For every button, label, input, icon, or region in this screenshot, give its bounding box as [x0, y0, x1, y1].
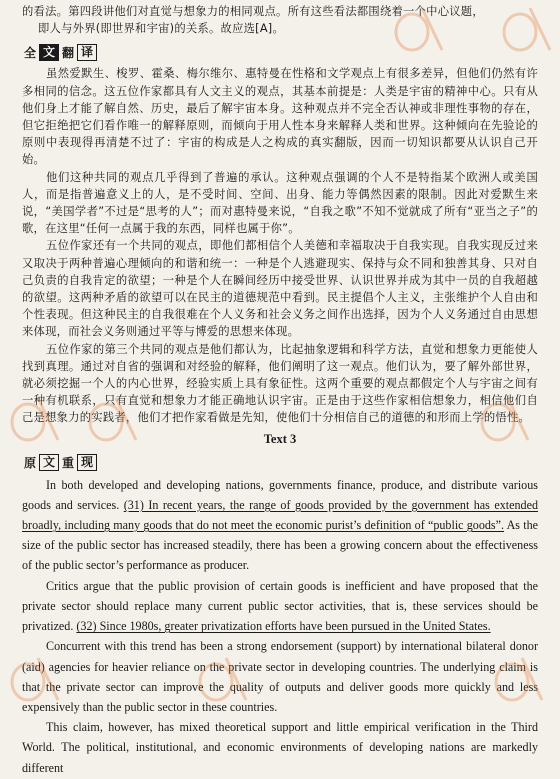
translation-paragraph-2: 他们这种共同的观点几乎得到了普遍的承认。这种观点强调的个人不是特指某个欧洲人或美国人，而是指普遍意义上的人，是不受时间、空间、出身、能力等偶然因素的限制。因此对爱默生来说，“美国学者”不过是“思考的人”；而对惠特曼来说，“自我之歌”不知不觉就成了所有“亚当之子”的歌，在这里“任何一点属于我的东西，同样也属于你”。 [22, 170, 538, 236]
header-char-4: 译 [77, 44, 97, 61]
translation-paragraph-1: 虽然爱默生、梭罗、霍桑、梅尔维尔、惠特曼在性格和文学观点上有很多差异，但他们仍然有许多相同的信念。这五位作家都具有人文主义的观点，其基本前提是：人类是宇宙的精神中心。只有从他们身上才能了解自然、历史，最后了解宇宙本身。这种观点并不完全否认神或非理性事物的存在，但它拒绝把它们看作唯一的解释原则，而倾向于用人性本身来解释人类和世界。这种倾向在先验论的原则中表现得再清楚不过了：宇宙的构成是人之构成的真实翻版，因而一切知识都要从认识自己开始。 [22, 67, 538, 167]
english-paragraph-4: This claim, however, has mixed theoretical support and little empirical verification in the Third World. The political, institutional, and economic environments of developing nations are markedly different [22, 720, 538, 775]
original-header [0, 451, 560, 475]
english-paragraph-1 [0, 475, 560, 576]
translation-paragraph-3: 五位作家还有一个共同的观点，即他们都相信个人美德和幸福取决于自我实现。自我实现反过来又取决于两种普遍心理倾向的和谐和统一：一种是个人逃避现实、保持与众不同和独善其身、只对自己负责的自我肯定的欲望；一种是个人在瞬间经历中接受世界、认识世界并成为其中一员的自我超越的欲望。这两种矛盾的欲望可以在民主的道德规范中看到。民主提倡个人主义，主张维护个人自由和个性表现。但这种民主的自我很难在个人义务和社会义务之间作出选择，因为个人义务通过自由思想来体现，而社会义务则通过平等与博爱的思想来体现。 [22, 239, 538, 339]
translation-paragraph-4: 五位作家的第三个共同的观点是他们都认为，比起抽象逻辑和科学方法，直觉和想象力更能使人找到真理。通过对自省的强调和对经验的解释，他们阐明了这一观点。他们认为，要了解外部世界，就必须挖掘一个人的内心世界，经验实质上具有象征性。这两个重要的观点都假定个人与宇宙之间有一种有机联系，只有直觉和想象力才能正确地认识宇宙。正是由于这些作家相信想象力，相信他们自己是想象力的实践者，他们才把作家看做是先知，使他们十分相信自己的道德的和形而上学的悟性。 [22, 342, 538, 425]
english-paragraph-3: Concurrent with this trend has been a strong endorsement (support) by international bilateral donor (aid) agencies for heavier reliance on the private sector in developing countries. The underlying claim is that the private sector can improve the quality of outputs and deliver goods more quickly and less expensively than the public sector in these countries. [22, 639, 538, 714]
header-char-3: 翻 [62, 45, 75, 60]
en-p1-text-b: As the size of the public sector has increased steadily, there has been a growing concern about the effectiveness of the public sector’s performance as producer. [22, 518, 538, 573]
english-paragraph-2 [0, 576, 560, 637]
text3-title: Text 3 [263, 431, 297, 446]
orig-header-char-1: 原 [24, 456, 37, 471]
top-paragraph [0, 3, 560, 37]
orig-header-char-3: 重 [62, 456, 75, 471]
en-p1-underlined-31: (31) In recent years, the range of goods provided by the government has extended broadly, including many goods that do not meet the economic purist’s definition of “public goods”. [22, 497, 538, 533]
top-line-1: 的看法。第四段讲他们对直觉与想象力的相同观点。所有这些看法都围绕着一个中心议题， [22, 5, 484, 18]
header-char-1: 全 [24, 45, 37, 60]
translation-header [0, 39, 560, 65]
orig-header-char-4: 现 [77, 454, 97, 471]
en-p2-text-a: Critics argue that the public provision of certain goods is inefficient and have proposed that the private sector should replace many current public sector activities, that is, these services should be privatized. [22, 578, 538, 634]
header-char-2: 文 [39, 44, 59, 61]
en-p1-text-a: In both developed and developing nations, governments finance, produce, and distribute various goods and services. [22, 477, 538, 512]
orig-header-char-2: 文 [39, 454, 59, 471]
en-p2-underlined-32: (32) Since 1980s, greater privatization efforts have been pursued in the United States. [76, 619, 491, 634]
top-line-2: 即人与外界(即世界和宇宙)的关系。故应选[A]。 [38, 22, 284, 36]
